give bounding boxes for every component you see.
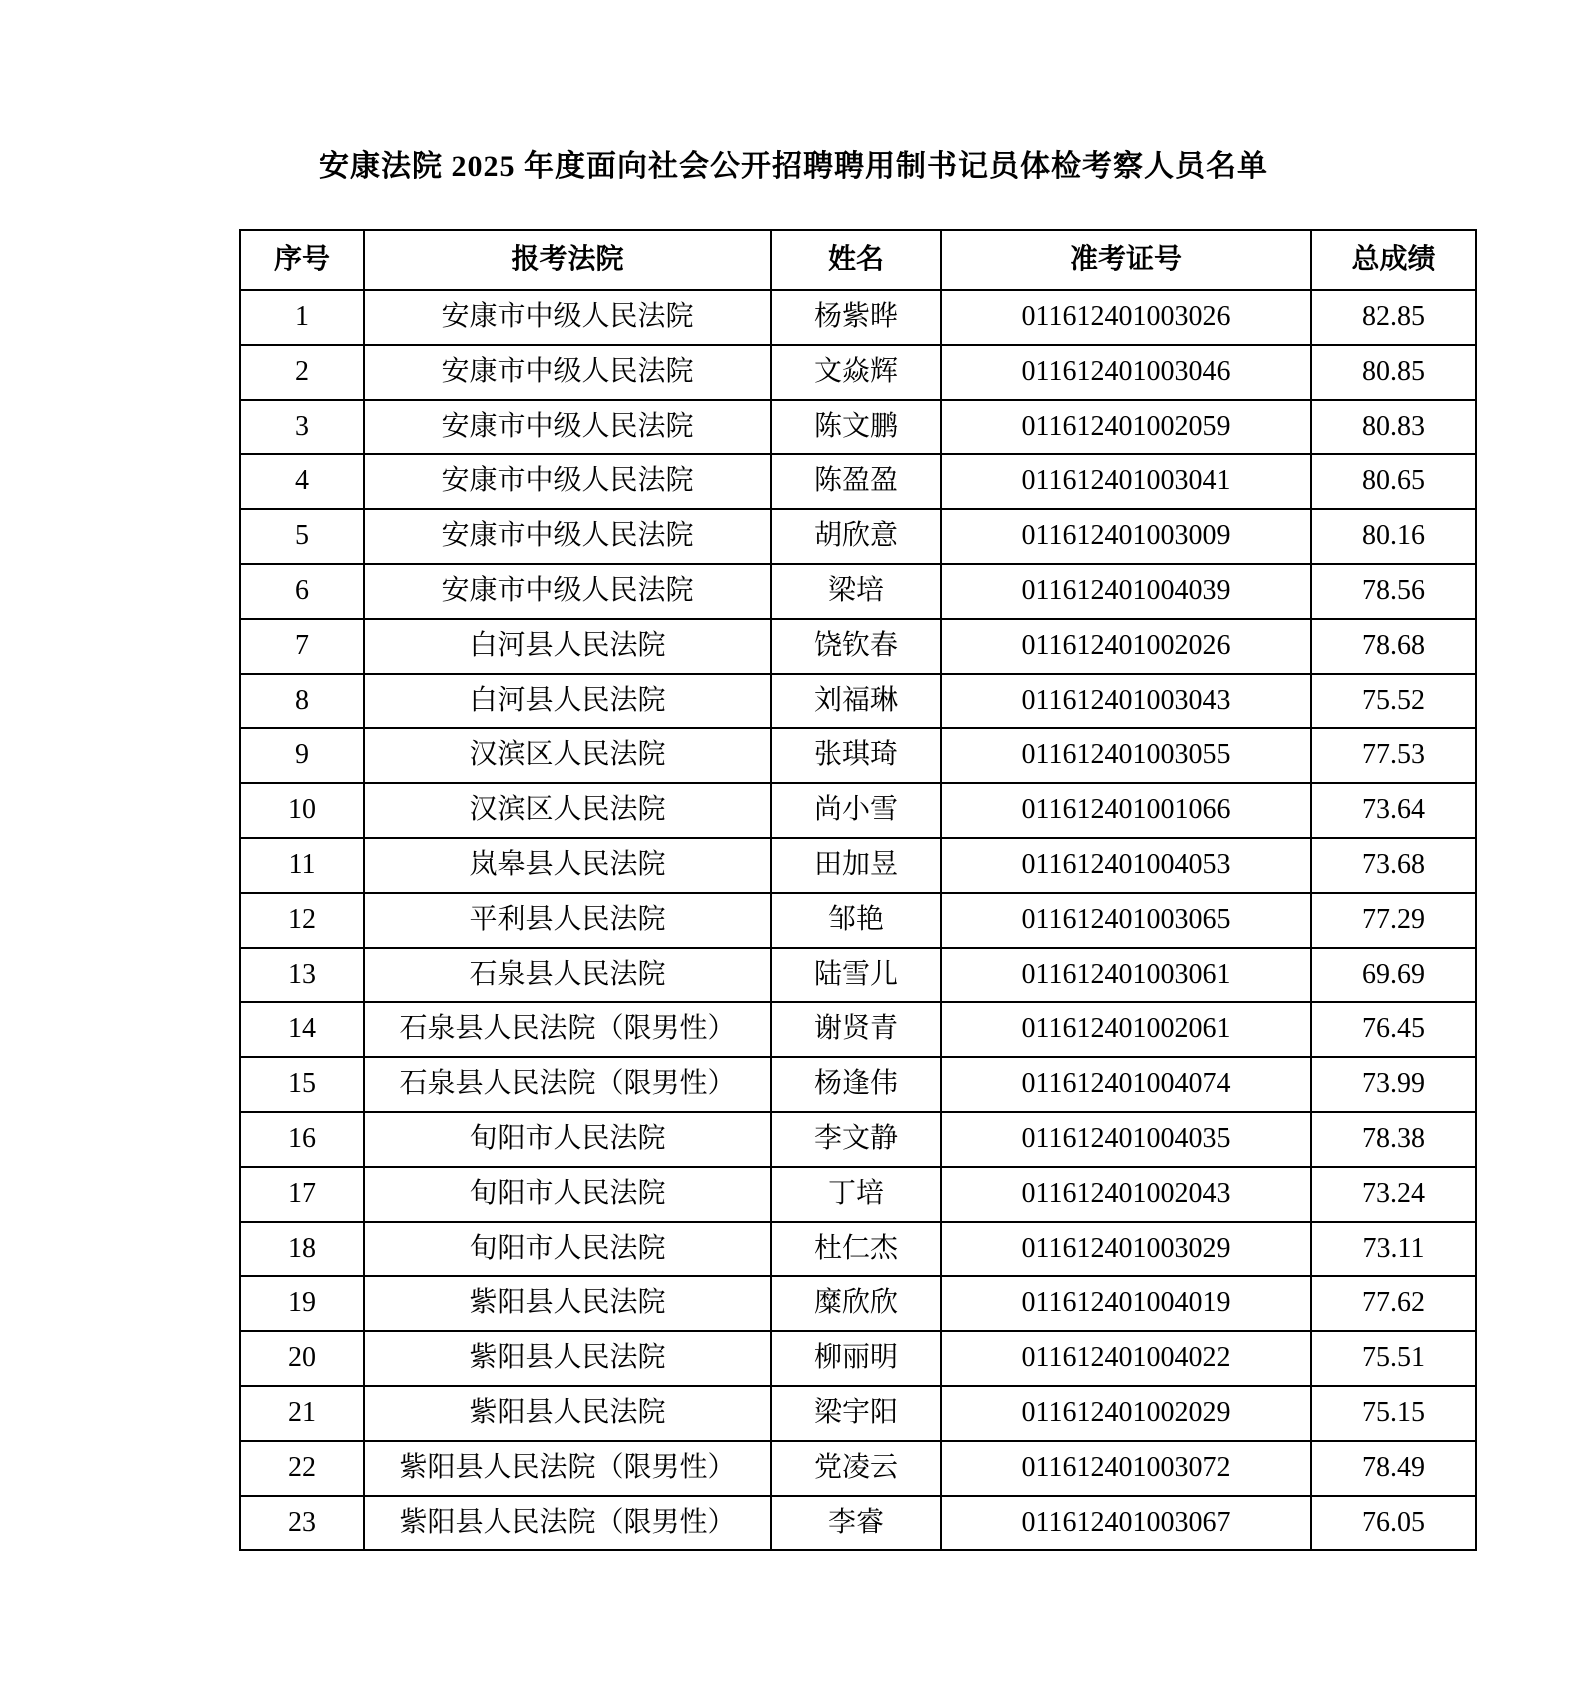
name-cell: 刘福琳 (771, 674, 941, 729)
score-cell: 73.99 (1311, 1057, 1476, 1112)
name-cell: 杜仁杰 (771, 1222, 941, 1277)
score-cell: 80.16 (1311, 509, 1476, 564)
score-cell: 75.52 (1311, 674, 1476, 729)
exam-number-cell: 011612401002059 (941, 400, 1311, 455)
row-index-cell: 23 (240, 1496, 364, 1551)
row-index-cell: 20 (240, 1331, 364, 1386)
header-row-index: 序号 (240, 230, 364, 290)
exam-number-cell: 011612401003026 (941, 290, 1311, 345)
court-cell: 安康市中级人民法院 (364, 345, 771, 400)
score-cell: 73.68 (1311, 838, 1476, 893)
table-row (240, 1002, 1476, 1057)
name-cell: 梁宇阳 (771, 1386, 941, 1441)
exam-number-cell: 011612401004019 (941, 1276, 1311, 1331)
name-cell: 丁培 (771, 1167, 941, 1222)
exam-number-cell: 011612401004035 (941, 1112, 1311, 1167)
court-cell: 旬阳市人民法院 (364, 1112, 771, 1167)
score-cell: 80.65 (1311, 454, 1476, 509)
court-cell: 紫阳县人民法院 (364, 1386, 771, 1441)
row-index-cell: 13 (240, 948, 364, 1003)
score-cell: 80.83 (1311, 400, 1476, 455)
score-cell: 78.56 (1311, 564, 1476, 619)
row-index-cell: 9 (240, 728, 364, 783)
header-total-score: 总成绩 (1311, 230, 1476, 290)
score-cell: 73.64 (1311, 783, 1476, 838)
name-cell: 杨逢伟 (771, 1057, 941, 1112)
name-cell: 陈盈盈 (771, 454, 941, 509)
exam-number-cell: 011612401003055 (941, 728, 1311, 783)
court-cell: 安康市中级人民法院 (364, 564, 771, 619)
table-row (240, 400, 1476, 455)
exam-number-cell: 011612401001066 (941, 783, 1311, 838)
name-cell: 杨紫晔 (771, 290, 941, 345)
score-cell: 73.11 (1311, 1222, 1476, 1277)
table-header (240, 230, 1476, 290)
row-index-cell: 10 (240, 783, 364, 838)
table-row (240, 1496, 1476, 1551)
score-cell: 80.85 (1311, 345, 1476, 400)
name-cell: 梁培 (771, 564, 941, 619)
exam-number-cell: 011612401003065 (941, 893, 1311, 948)
score-cell: 76.45 (1311, 1002, 1476, 1057)
table-row (240, 1057, 1476, 1112)
name-cell: 柳丽明 (771, 1331, 941, 1386)
score-cell: 77.29 (1311, 893, 1476, 948)
court-cell: 安康市中级人民法院 (364, 509, 771, 564)
exam-number-cell: 011612401002061 (941, 1002, 1311, 1057)
score-cell: 77.53 (1311, 728, 1476, 783)
score-cell: 78.38 (1311, 1112, 1476, 1167)
table-row (240, 1222, 1476, 1277)
exam-number-cell: 011612401002043 (941, 1167, 1311, 1222)
row-index-cell: 2 (240, 345, 364, 400)
score-cell: 77.62 (1311, 1276, 1476, 1331)
table-body (240, 290, 1476, 1550)
roster-table (239, 229, 1477, 1551)
table-row (240, 619, 1476, 674)
row-index-cell: 19 (240, 1276, 364, 1331)
header-row (240, 230, 1476, 290)
name-cell: 党凌云 (771, 1441, 941, 1496)
exam-number-cell: 011612401002026 (941, 619, 1311, 674)
court-cell: 石泉县人民法院 (364, 948, 771, 1003)
name-cell: 张琪琦 (771, 728, 941, 783)
court-cell: 旬阳市人民法院 (364, 1167, 771, 1222)
table-row (240, 564, 1476, 619)
name-cell: 李睿 (771, 1496, 941, 1551)
court-cell: 安康市中级人民法院 (364, 400, 771, 455)
name-cell: 邹艳 (771, 893, 941, 948)
exam-number-cell: 011612401004074 (941, 1057, 1311, 1112)
table-row (240, 454, 1476, 509)
court-cell: 紫阳县人民法院 (364, 1276, 771, 1331)
score-cell: 78.68 (1311, 619, 1476, 674)
score-cell: 75.15 (1311, 1386, 1476, 1441)
name-cell: 田加昱 (771, 838, 941, 893)
score-cell: 82.85 (1311, 290, 1476, 345)
court-cell: 汉滨区人民法院 (364, 728, 771, 783)
court-cell: 白河县人民法院 (364, 619, 771, 674)
exam-number-cell: 011612401003072 (941, 1441, 1311, 1496)
name-cell: 文焱辉 (771, 345, 941, 400)
page-title: 安康法院 2025 年度面向社会公开招聘聘用制书记员体检考察人员名单 (319, 150, 1268, 183)
name-cell: 谢贤青 (771, 1002, 941, 1057)
court-cell: 紫阳县人民法院 (364, 1331, 771, 1386)
exam-number-cell: 011612401003046 (941, 345, 1311, 400)
court-cell: 白河县人民法院 (364, 674, 771, 729)
table-row (240, 948, 1476, 1003)
table-row (240, 1276, 1476, 1331)
score-cell: 78.49 (1311, 1441, 1476, 1496)
score-cell: 75.51 (1311, 1331, 1476, 1386)
table-row (240, 674, 1476, 729)
name-cell: 尚小雪 (771, 783, 941, 838)
row-index-cell: 7 (240, 619, 364, 674)
table-row (240, 838, 1476, 893)
table-row (240, 1441, 1476, 1496)
table-row (240, 893, 1476, 948)
row-index-cell: 12 (240, 893, 364, 948)
table-row (240, 1386, 1476, 1441)
exam-number-cell: 011612401003067 (941, 1496, 1311, 1551)
court-cell: 紫阳县人民法院（限男性） (364, 1496, 771, 1551)
row-index-cell: 14 (240, 1002, 364, 1057)
score-cell: 76.05 (1311, 1496, 1476, 1551)
name-cell: 陆雪儿 (771, 948, 941, 1003)
court-cell: 安康市中级人民法院 (364, 290, 771, 345)
name-cell: 陈文鹏 (771, 400, 941, 455)
row-index-cell: 4 (240, 454, 364, 509)
row-index-cell: 17 (240, 1167, 364, 1222)
row-index-cell: 15 (240, 1057, 364, 1112)
row-index-cell: 1 (240, 290, 364, 345)
exam-number-cell: 011612401003061 (941, 948, 1311, 1003)
row-index-cell: 11 (240, 838, 364, 893)
name-cell: 李文静 (771, 1112, 941, 1167)
exam-number-cell: 011612401002029 (941, 1386, 1311, 1441)
court-cell: 岚皋县人民法院 (364, 838, 771, 893)
court-cell: 平利县人民法院 (364, 893, 771, 948)
row-index-cell: 3 (240, 400, 364, 455)
court-cell: 紫阳县人民法院（限男性） (364, 1441, 771, 1496)
header-court: 报考法院 (364, 230, 771, 290)
court-cell: 石泉县人民法院（限男性） (364, 1002, 771, 1057)
exam-number-cell: 011612401003009 (941, 509, 1311, 564)
exam-number-cell: 011612401003029 (941, 1222, 1311, 1277)
court-cell: 石泉县人民法院（限男性） (364, 1057, 771, 1112)
row-index-cell: 22 (240, 1441, 364, 1496)
exam-number-cell: 011612401004053 (941, 838, 1311, 893)
name-cell: 糜欣欣 (771, 1276, 941, 1331)
header-name: 姓名 (771, 230, 941, 290)
row-index-cell: 18 (240, 1222, 364, 1277)
court-cell: 汉滨区人民法院 (364, 783, 771, 838)
row-index-cell: 5 (240, 509, 364, 564)
name-cell: 胡欣意 (771, 509, 941, 564)
exam-number-cell: 011612401003043 (941, 674, 1311, 729)
score-cell: 69.69 (1311, 948, 1476, 1003)
name-cell: 饶钦春 (771, 619, 941, 674)
table-row (240, 1331, 1476, 1386)
court-cell: 旬阳市人民法院 (364, 1222, 771, 1277)
row-index-cell: 16 (240, 1112, 364, 1167)
table-row (240, 1112, 1476, 1167)
court-cell: 安康市中级人民法院 (364, 454, 771, 509)
exam-number-cell: 011612401003041 (941, 454, 1311, 509)
exam-number-cell: 011612401004039 (941, 564, 1311, 619)
exam-number-cell: 011612401004022 (941, 1331, 1311, 1386)
table-row (240, 509, 1476, 564)
row-index-cell: 8 (240, 674, 364, 729)
table-row (240, 345, 1476, 400)
header-exam-number: 准考证号 (941, 230, 1311, 290)
table-row (240, 290, 1476, 345)
row-index-cell: 6 (240, 564, 364, 619)
table-row (240, 728, 1476, 783)
score-cell: 73.24 (1311, 1167, 1476, 1222)
row-index-cell: 21 (240, 1386, 364, 1441)
table-row (240, 783, 1476, 838)
table-row (240, 1167, 1476, 1222)
